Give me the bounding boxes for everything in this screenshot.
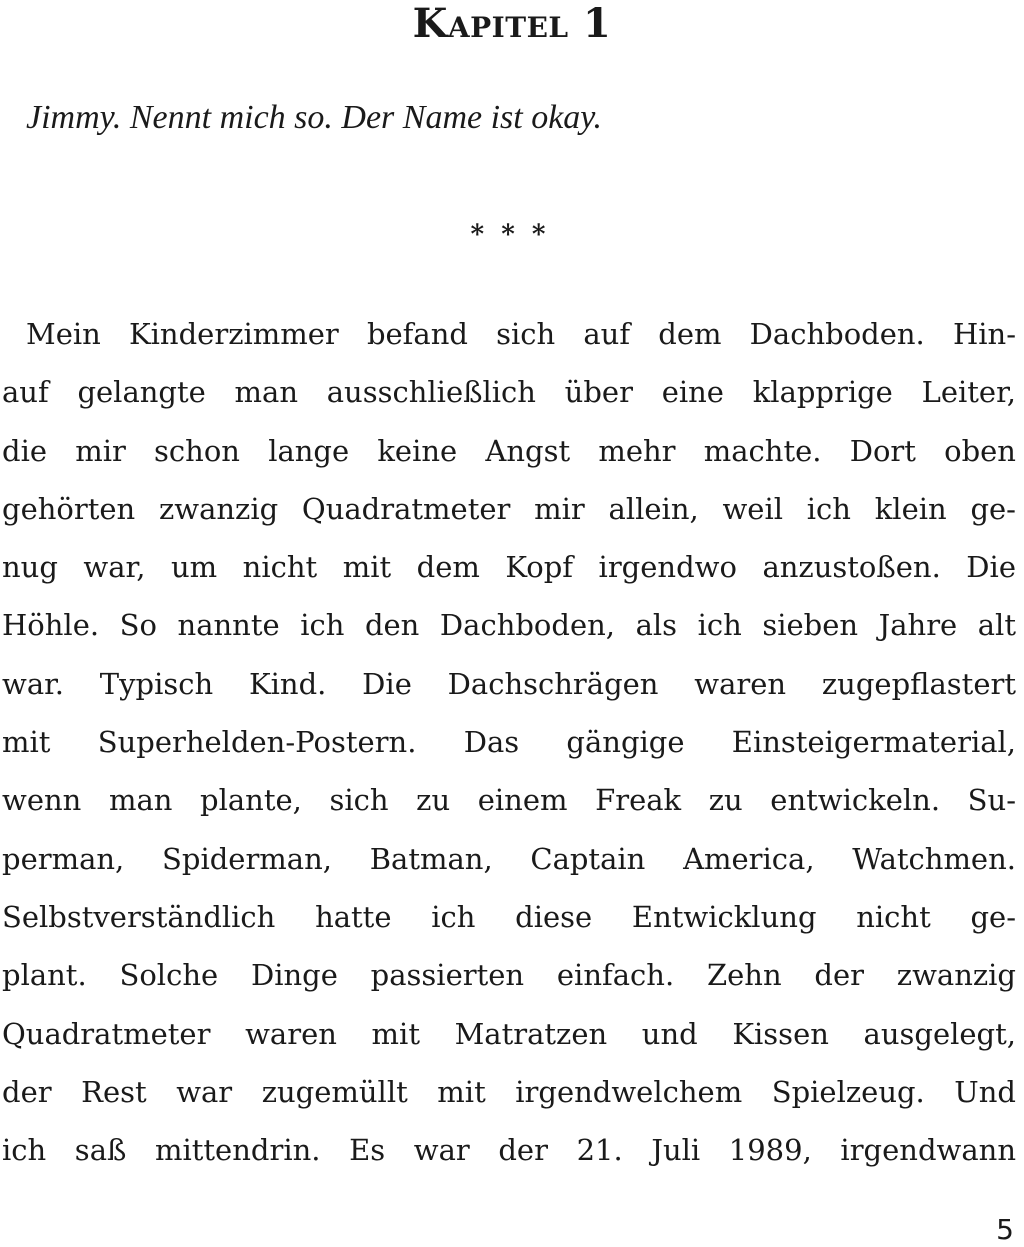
text-line: perman, Spiderman, Batman, Captain America, Watchmen. [2, 841, 1016, 876]
text-line: plant. Solche Dinge passierten einfach. Zehn der zwanzig [2, 958, 1016, 993]
page-number: 5 [996, 1213, 1014, 1246]
body-paragraph [2, 305, 1016, 1179]
text-line: Selbstverständlich hatte ich diese Entwicklung nicht ge- [2, 899, 1016, 934]
text-line: nug war, um nicht mit dem Kopf irgendwo anzustoßen. Die [2, 550, 1016, 585]
text-line: wenn man plante, sich zu einem Freak zu entwickeln. Su- [2, 783, 1016, 818]
chapter-title: Kapitel 1 [412, 0, 612, 47]
text-line: mit Superhelden-Postern. Das gängige Einsteigermaterial, [2, 725, 1016, 760]
text-line: Höhle. So nannte ich den Dachboden, als ich sieben Jahre alt [2, 608, 1016, 643]
epigraph: Jimmy. Nennt mich so. Der Name ist okay. [26, 99, 603, 136]
text-line: der Rest war zugemüllt mit irgendwelchem Spielzeug. Und [2, 1074, 1016, 1109]
text-line: war. Typisch Kind. Die Dachschrägen waren zugepflastert [2, 666, 1016, 701]
text-line: auf gelangte man ausschließlich über eine klapprige Leiter, [2, 375, 1016, 410]
section-separator: * * * [470, 220, 550, 250]
text-line: Quadratmeter waren mit Matratzen und Kissen ausgelegt, [2, 1016, 1016, 1051]
text-line: Mein Kinderzimmer befand sich auf dem Dachboden. Hin- [26, 317, 1016, 351]
text-line: gehörten zwanzig Quadratmeter mir allein, weil ich klein ge- [2, 491, 1016, 526]
text-line: die mir schon lange keine Angst mehr machte. Dort oben [2, 433, 1016, 468]
text-line: ich saß mittendrin. Es war der 21. Juli 1989, irgendwann [2, 1133, 1016, 1168]
